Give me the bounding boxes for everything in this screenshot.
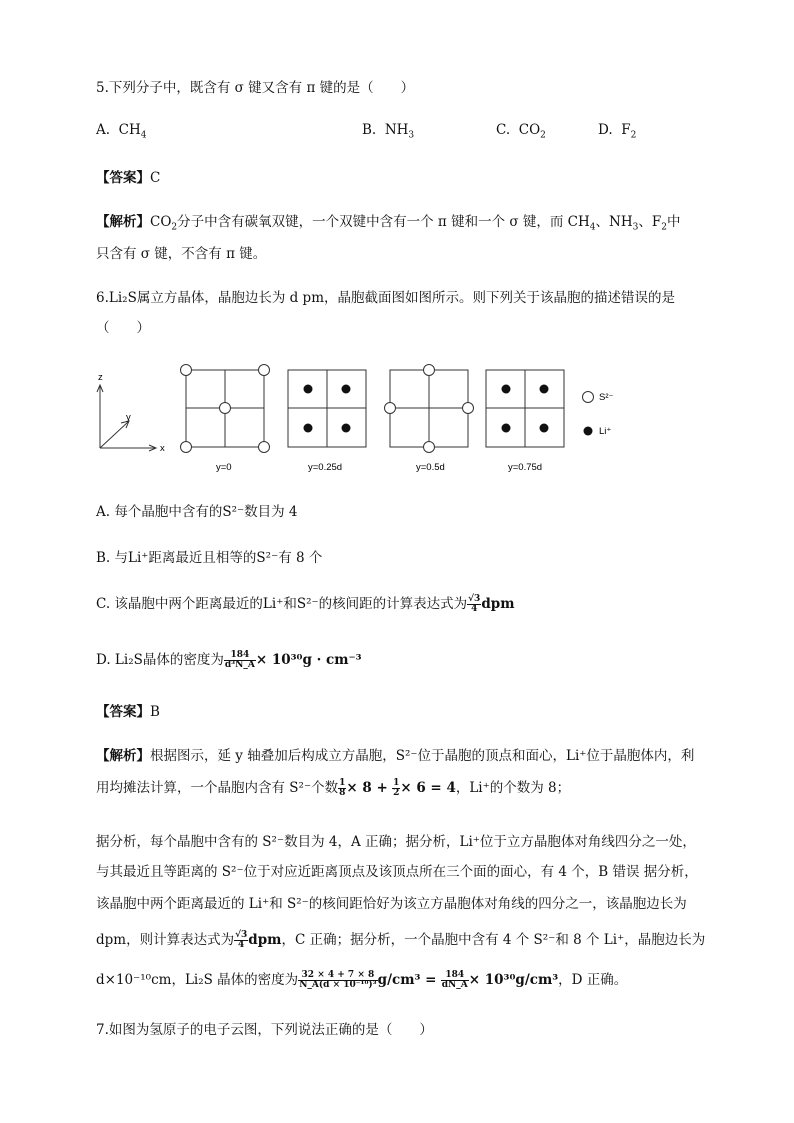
q5-answer <box>96 168 160 188</box>
q5-option-d-label: D. <box>598 122 613 138</box>
q5-option-d-sub: 2 <box>630 130 637 141</box>
q6-option-d-expr: × 10³⁰g · cm⁻³ <box>255 652 362 668</box>
q5-answer-tag: 【答案】 <box>96 170 150 186</box>
math-post: × 6 = 4 <box>400 780 456 796</box>
li-ion-icon <box>304 424 313 433</box>
q5-analysis-co: CO <box>150 214 172 230</box>
q5-analysis-co-sub: 2 <box>171 222 178 233</box>
q6-answer-value: B <box>150 704 160 720</box>
q5-analysis-nh: 、NH <box>595 214 633 230</box>
frac-den: 2 <box>393 788 400 798</box>
li-ion-icon <box>502 385 511 394</box>
q6-analysis-line-1 <box>96 746 694 766</box>
s2-ion-icon <box>181 365 192 376</box>
q6-analysis-tag: 【解析】 <box>96 748 150 764</box>
legend-li-icon <box>584 427 593 436</box>
q6-analysis-line-4: 与其最近且等距离的 S²⁻位于对应近距离顶点及该顶点所在三个面的面心，有 4 个，B 错误 据分析， <box>96 864 698 880</box>
q5-stem: 5.下列分子中，既含有 σ 键又含有 π 键的是（ ） <box>96 80 415 96</box>
q5-option-d <box>598 122 636 141</box>
s2-ion-icon <box>259 365 270 376</box>
s2-ion-icon <box>220 403 231 414</box>
q5-option-c <box>496 122 546 141</box>
q5-option-b-sub: 3 <box>408 130 415 141</box>
q6-option-c-unit: dpm <box>481 596 515 612</box>
caption-y025: y=0.25d <box>308 462 343 473</box>
q5-analysis-line-2: 只含有 σ 键，不含有 π 键。 <box>96 246 267 262</box>
li-ion-icon <box>502 424 511 433</box>
q5-option-a-sub: 4 <box>140 130 147 141</box>
q5-option-c-label: C. <box>496 122 511 138</box>
q5-answer-value: C <box>150 170 161 186</box>
q5-analysis-f-sub: 2 <box>661 222 667 233</box>
q6-option-d-fraction <box>224 651 256 670</box>
section-y05 <box>385 365 474 453</box>
section-y075 <box>486 370 564 447</box>
q5-option-b <box>362 122 414 141</box>
q7-stem: 7.如图为氢原子的电子云图，下列说法正确的是（ ） <box>96 1022 433 1038</box>
q5-analysis-nh-sub: 3 <box>632 222 639 233</box>
frac-num: √3 <box>468 594 481 604</box>
q5-analysis-end: 中 <box>666 214 681 230</box>
axis-z-label: z <box>98 372 103 383</box>
crystal-section-diagram <box>90 360 650 480</box>
q6-option-d <box>96 650 362 670</box>
frac-den: N_A(d × 10⁻¹⁰)³ <box>299 980 377 990</box>
q5-option-a-label: A. <box>96 122 111 138</box>
li-ion-icon <box>540 385 549 394</box>
q5-analysis-ch-sub: 4 <box>589 222 596 233</box>
s2-ion-icon <box>424 365 435 376</box>
q5-option-c-sub: 2 <box>540 130 546 141</box>
frac-den: d³N_A <box>224 660 255 670</box>
frac-den: 4 <box>238 940 245 950</box>
legend-li-label: Li⁺ <box>599 426 612 437</box>
density-fraction-2 <box>441 971 469 990</box>
q5-option-b-text: NH <box>384 122 409 138</box>
s2-ion-icon <box>463 403 474 414</box>
q6-option-c <box>96 594 514 614</box>
q6-option-d-text: D. Li₂S晶体的密度为 <box>96 652 224 668</box>
legend-s2-label: S²⁻ <box>599 392 614 403</box>
math-mid: g/cm³ = <box>377 972 437 988</box>
q5-analysis-f: 、F <box>638 214 662 230</box>
q6-analysis-line-2 <box>96 778 570 798</box>
frac-den: 8 <box>339 788 346 798</box>
q6-analysis-text-7: d×10⁻¹⁰cm，Li₂S 晶体的密度为 <box>96 972 299 988</box>
frac-num: √3 <box>235 930 248 940</box>
q6-analysis-text-2: 用均摊法计算，一个晶胞内含有 S²⁻个数 <box>96 780 339 796</box>
axis-y-label: y <box>126 412 131 423</box>
q6-option-b: B. 与Li⁺距离最近且相等的S²⁻有 8 个 <box>96 550 323 566</box>
q6-answer-tag: 【答案】 <box>96 704 150 720</box>
q5-option-a-text: CH <box>118 122 141 138</box>
frac-num: 184 <box>441 971 469 981</box>
caption-y05: y=0.5d <box>416 462 445 473</box>
q6-analysis-line-5: 该晶胞中两个距离最近的 Li⁺和 S²⁻的核间距恰好为该立方晶胞体对角线的四分之一，该晶胞边长为 <box>96 896 687 912</box>
legend-s2-icon <box>583 392 594 403</box>
q6-option-c-text: C. 该晶胞中两个距离最近的Li⁺和S²⁻的核间距的计算表达式为 <box>96 596 468 612</box>
li-ion-icon <box>304 385 313 394</box>
q5-analysis-text: 分子中含有碳氧双键，一个双键中含有一个 π 键和一个 σ 键，而 CH <box>177 214 590 230</box>
q5-analysis-line-1 <box>96 212 680 238</box>
q6-analysis-tail-6: ，C 正确；据分析，一个晶胞中含有 4 个 S²⁻和 8 个 Li⁺，晶胞边长为 <box>281 932 706 948</box>
math-unit: dpm <box>248 932 282 948</box>
q6-analysis-line-3: 据分析，每个晶胞中含有的 S²⁻数目为 4，A 正确；据分析，Li⁺位于立方晶胞体对角线四分之一处， <box>96 834 696 850</box>
q6-analysis-tail-7: ，D 正确。 <box>558 972 628 988</box>
q6-option-a: A. 每个晶胞中含有的S²⁻数目为 4 <box>96 504 298 520</box>
section-y025 <box>288 370 366 447</box>
q5-option-d-text: F <box>621 122 631 138</box>
q6-stem-line-1: 6.Li₂S属立方晶体，晶胞边长为 d pm，晶胞截面图如图所示。则下列关于该晶胞的描述错误的是 <box>96 290 675 306</box>
q6-stem-line-2: （ ） <box>96 320 150 336</box>
frac-den: 4 <box>471 604 478 614</box>
li-ion-icon <box>540 424 549 433</box>
q6-analysis-line-7 <box>96 970 627 990</box>
frac-num: 184 <box>224 651 256 661</box>
q5-option-c-text: CO <box>518 122 541 138</box>
q5-option-b-label: B. <box>362 122 377 138</box>
li-ion-icon <box>342 424 351 433</box>
q6-analysis-text-6: dpm，则计算表达式为 <box>96 932 235 948</box>
s2-ion-icon <box>424 442 435 453</box>
s2-ion-icon <box>385 403 396 414</box>
fraction-sqrt3-4 <box>234 931 248 950</box>
frac-den: dN_A <box>441 980 468 990</box>
li-ion-icon <box>342 385 351 394</box>
q6-analysis-line-6 <box>96 930 705 950</box>
frac-num: 1 <box>339 778 346 788</box>
math-post: × 10³⁰g/cm³ <box>468 972 559 988</box>
math-mid: × 8 + <box>346 780 388 796</box>
density-fraction <box>298 971 377 990</box>
s2-ion-icon <box>259 442 270 453</box>
caption-y0: y=0 <box>216 462 232 473</box>
q5-option-a <box>96 122 146 141</box>
axis-x-label: x <box>160 443 165 454</box>
q6-option-c-fraction <box>467 595 481 614</box>
q5-analysis-tag: 【解析】 <box>96 214 150 230</box>
s2-ion-icon <box>181 442 192 453</box>
frac-num: 32 × 4 + 7 × 8 <box>298 971 377 981</box>
q6-analysis-text-1: 根据图示，延 y 轴叠加后构成立方晶胞，S²⁻位于晶胞的顶点和面心，Li⁺位于晶胞体内，利 <box>150 748 695 764</box>
frac-num: 1 <box>393 778 400 788</box>
caption-y075: y=0.75d <box>508 462 543 473</box>
q6-analysis-tail-2: ，Li⁺的个数为 8； <box>455 780 571 796</box>
section-y0 <box>181 365 270 453</box>
q6-answer <box>96 702 160 722</box>
